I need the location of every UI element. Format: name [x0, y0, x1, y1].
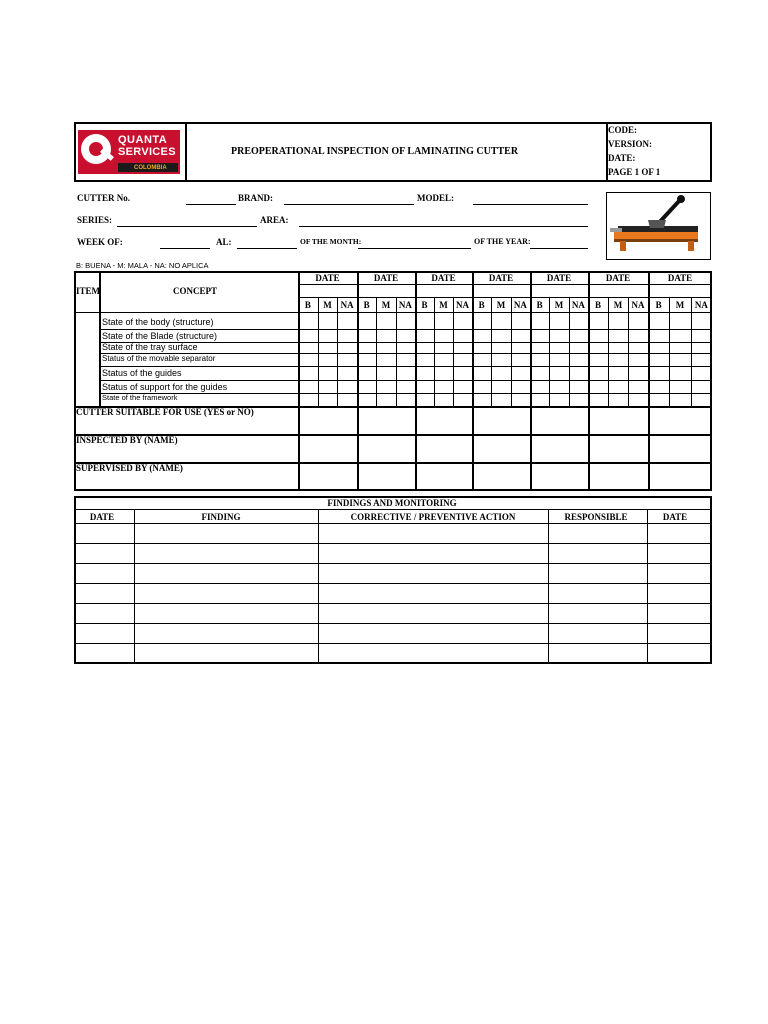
sub-header-m: M	[613, 300, 623, 310]
sub-col-divider	[376, 297, 377, 406]
cutter-foot-right	[688, 241, 694, 251]
concept-label: Status of the movable separator	[102, 354, 216, 363]
concept-row-line	[99, 393, 712, 394]
meta-version: VERSION:	[608, 139, 653, 149]
brand-label: BRAND:	[238, 193, 273, 203]
date-entry-cell[interactable]	[359, 286, 413, 296]
company-logo	[78, 130, 180, 174]
date-group-divider	[357, 271, 359, 491]
supervised-by-label: SUPERVISED BY (NAME)	[76, 463, 183, 473]
concept-label: State of the body (structure)	[102, 317, 214, 327]
findings-header-line	[74, 523, 712, 524]
area-field[interactable]	[299, 226, 588, 227]
date-entry-cell[interactable]	[650, 286, 710, 296]
sub-col-divider	[511, 297, 512, 406]
of-year-field[interactable]	[530, 248, 588, 249]
date-group-divider	[648, 271, 650, 491]
laminating-cutter-image	[608, 194, 709, 258]
sub-col-divider	[549, 297, 550, 406]
sub-col-divider	[318, 297, 319, 406]
sub-header-b: B	[478, 300, 485, 310]
findings-row-line	[74, 603, 712, 604]
sub-col-divider	[669, 297, 670, 406]
findings-row-line	[74, 623, 712, 624]
findings-col-divider-1	[134, 509, 135, 664]
date-group-header: DATE	[488, 273, 514, 283]
date-entry-cell[interactable]	[300, 286, 355, 296]
logo-line1: QUANTA	[118, 134, 168, 146]
cutter-head	[648, 220, 666, 228]
concept-label: Status of the guides	[102, 368, 182, 378]
sub-header-na: NA	[398, 300, 412, 310]
findings-title-line	[74, 509, 712, 510]
date-group-header: DATE	[431, 273, 456, 283]
date-entry-cell[interactable]	[474, 286, 528, 296]
sub-header-na: NA	[340, 300, 354, 310]
findings-col-finding: FINDING	[201, 512, 241, 522]
sub-header-na: NA	[631, 300, 645, 310]
sub-header-m: M	[439, 300, 448, 310]
date-group-divider	[472, 271, 474, 491]
area-label: AREA:	[260, 215, 289, 225]
sub-col-divider	[691, 297, 692, 406]
sub-header-na: NA	[571, 300, 585, 310]
header-divider-left	[185, 122, 187, 182]
model-label: MODEL:	[417, 193, 454, 203]
concept-label: State of the Blade (structure)	[102, 331, 218, 341]
sub-header-m: M	[323, 300, 332, 310]
findings-title: FINDINGS AND MONITORING	[327, 498, 457, 508]
sub-header-m: M	[554, 300, 564, 310]
sub-header-m: M	[381, 300, 391, 310]
sub-header-m: M	[675, 300, 685, 310]
of-month-label: OF THE MONTH:	[300, 237, 362, 246]
series-field[interactable]	[117, 226, 257, 227]
date-group-header: DATE	[667, 273, 693, 283]
inspected-by-label: INSPECTED BY (NAME)	[76, 435, 178, 445]
sub-col-divider	[396, 297, 397, 406]
findings-col-date-2: DATE	[662, 512, 688, 522]
model-field[interactable]	[473, 204, 588, 205]
date-group-header: DATE	[315, 273, 340, 283]
concept-label: State of the framework	[102, 393, 178, 402]
concept-label: Status of support for the guides	[102, 382, 228, 392]
sub-header-b: B	[304, 300, 311, 310]
logo-line2: SERVICES	[118, 146, 176, 158]
findings-col-date: DATE	[89, 512, 115, 522]
concept-label: State of the tray surface	[102, 342, 198, 352]
week-of-field[interactable]	[160, 248, 210, 249]
item-header: ITEM	[76, 286, 101, 296]
sub-col-divider	[491, 297, 492, 406]
date-group-divider	[588, 271, 590, 491]
cutter-no-field[interactable]	[186, 204, 236, 205]
form-title: PREOPERATIONAL INSPECTION OF LAMINATING CUTTER	[231, 146, 519, 157]
date-group-header: DATE	[373, 273, 399, 283]
findings-col-divider-3	[548, 509, 549, 664]
findings-row-line	[74, 583, 712, 584]
findings-col-action: CORRECTIVE / PREVENTIVE ACTION	[350, 512, 516, 522]
date-group-header: DATE	[546, 273, 572, 283]
sub-header-b: B	[421, 300, 428, 310]
sub-header-b: B	[536, 300, 543, 310]
sub-col-divider	[337, 297, 338, 406]
findings-col-responsible: RESPONSIBLE	[564, 512, 628, 522]
date-entry-cell[interactable]	[417, 286, 470, 296]
findings-row-line	[74, 563, 712, 564]
sub-header-na: NA	[513, 300, 527, 310]
series-label: SERIES:	[77, 215, 113, 225]
concept-row-line	[99, 329, 712, 330]
cutter-no-label: CUTTER No.	[77, 193, 131, 203]
cutter-suitable-label: CUTTER SUITABLE FOR USE (YES or NO)	[76, 407, 254, 417]
sub-header-b: B	[594, 300, 602, 310]
sub-col-divider	[569, 297, 570, 406]
findings-col-divider-2	[318, 509, 319, 664]
al-field[interactable]	[237, 248, 297, 249]
cutter-guide	[610, 228, 622, 232]
date-group-divider	[415, 271, 417, 491]
concept-dates-divider	[298, 271, 300, 491]
sub-col-divider	[628, 297, 629, 406]
concept-header: CONCEPT	[173, 286, 218, 296]
cutter-base-shadow	[614, 239, 698, 242]
of-month-field[interactable]	[358, 248, 471, 249]
date-group-header: DATE	[605, 273, 631, 283]
sub-col-divider	[434, 297, 435, 406]
meta-code: CODE:	[608, 125, 637, 135]
legend-text: B: BUENA - M: MALA - NA: NO APLICA	[76, 261, 209, 270]
meta-date: DATE:	[608, 153, 636, 163]
sub-header-b: B	[655, 300, 662, 310]
cutter-foot-left	[620, 241, 626, 251]
date-entry-cell[interactable]	[590, 286, 646, 296]
sub-col-divider	[608, 297, 609, 406]
sub-col-divider	[453, 297, 454, 406]
findings-col-divider-4	[647, 509, 648, 664]
concept-row-line	[99, 380, 712, 381]
logo-line3: COLOMBIA	[134, 164, 167, 171]
sub-header-m: M	[496, 300, 506, 310]
meta-page: PAGE 1 OF 1	[608, 167, 661, 177]
sub-header-b: B	[363, 300, 370, 310]
concept-row-line	[99, 366, 712, 367]
subheader-bottom-line	[74, 312, 712, 313]
cutter-handle-knob	[677, 195, 685, 203]
brand-field[interactable]	[284, 204, 414, 205]
findings-row-line	[74, 643, 712, 644]
of-year-label: OF THE YEAR:	[474, 237, 531, 246]
findings-row-line	[74, 543, 712, 544]
date-group-divider	[530, 271, 532, 491]
sub-header-na: NA	[456, 300, 469, 310]
date-entry-cell[interactable]	[532, 286, 586, 296]
week-of-label: WEEK OF:	[77, 237, 123, 247]
al-label: AL:	[216, 237, 232, 247]
sub-header-na: NA	[694, 300, 708, 310]
